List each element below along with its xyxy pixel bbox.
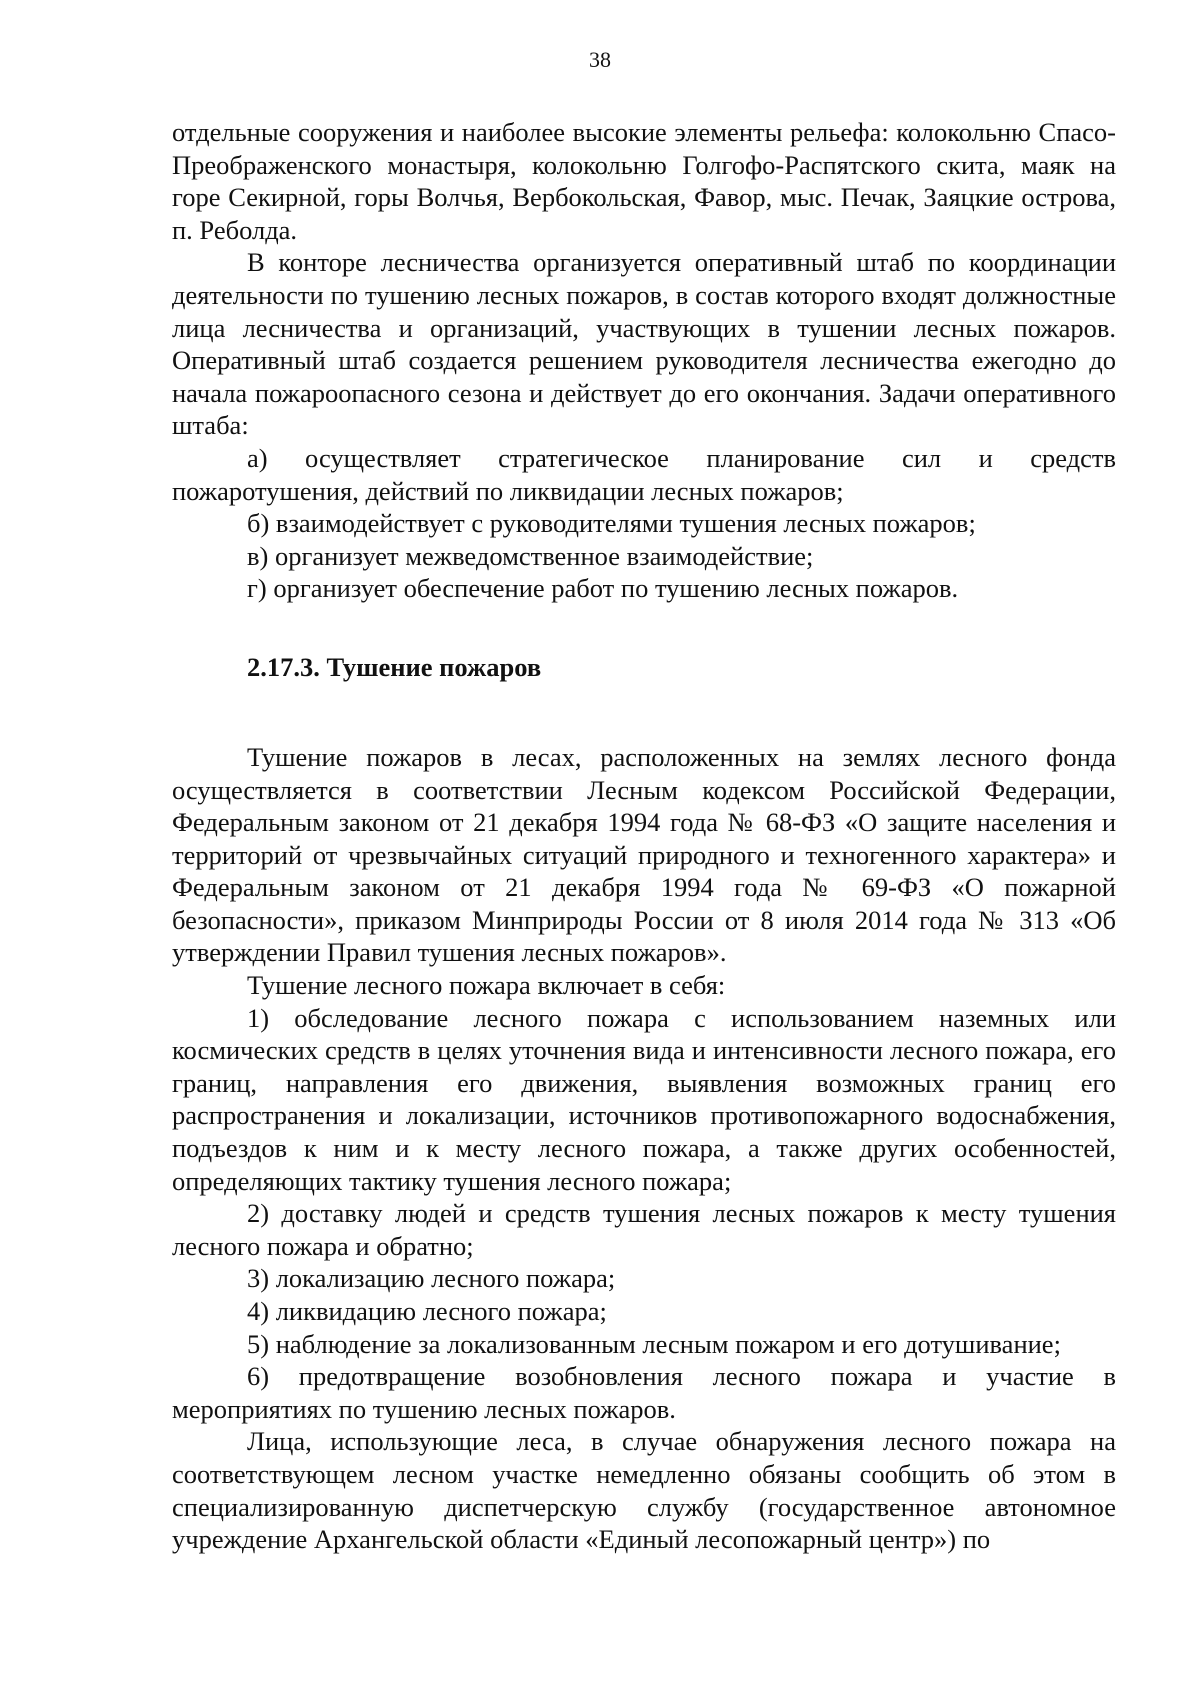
spacer [172, 605, 1116, 651]
paragraph-legal-basis: Тушение пожаров в лесах, расположенных на землях лесного фонда осуществляется в соответствии Лесным кодексом Российской Федерации, Федеральным законом от 21 декабря 1994 года № 68-ФЗ «О защите населения и территорий от чрезвычайных ситуаций природного и техногенного характера» и Федеральным законом от 21 декабря 1994 года № 69-ФЗ «О пожарной безопасности», приказом Минприроды России от 8 июля 2014 года № 313 «Об утверждении Правил тушения лесных пожаров». [172, 741, 1116, 968]
paragraph-continuation: отдельные сооружения и наиболее высокие элементы рельефа: колокольню Спасо-Преображенского монастыря, колокольню Голгофо-Распятского скита, маяк на горе Секирной, горы Волчья, Вербокольская, Фавор, мыс. Печак, Заяцкие острова, п. Реболда. [172, 117, 1116, 245]
page-content [172, 116, 1116, 1556]
list-item-4: 4) ликвидацию лесного пожара; [247, 1296, 607, 1326]
page-number: 38 [589, 47, 611, 72]
list-item-2: 2) доставку людей и средств тушения лесных пожаров к месту тушения лесного пожара и обратно; [172, 1198, 1116, 1261]
list-item-b: б) взаимодействует с руководителями тушения лесных пожаров; [247, 508, 976, 539]
list-item-1: 1) обследование лесного пожара с использованием наземных или космических средств в целях уточнения вида и интенсивности лесного пожара, его границ, направления его движения, выявления возможных границ его распространения и локализации, источников противопожарного водоснабжения, подъездов к ним и к месту лесного пожара, а также других особенностей, определяющих тактику тушения лесного пожара; [172, 1002, 1116, 1196]
list-item-6: 6) предотвращение возобновления лесного пожара и участие в мероприятиях по тушению лесных пожаров. [172, 1361, 1116, 1424]
list-item-a: а) осуществляет стратегическое планирование сил и средств пожаротушения, действий по ликвидации лесных пожаров; [172, 442, 1116, 506]
list-item-5: 5) наблюдение за локализованным лесным пожаром и его дотушивание; [247, 1328, 1061, 1359]
paragraph-operational-staff: В конторе лесничества организуется оперативный штаб по координации деятельности по тушению лесных пожаров, в состав которого входят должностные лица лесничества и организаций, участвующих в тушении лесных пожаров. Оперативный штаб создается решением руководителя лесничества ежегодно до начала пожароопасного сезона и действует до его окончания. Задачи оперативного штаба: [172, 247, 1116, 441]
paragraph-includes: Тушение лесного пожара включает в себя: [247, 970, 726, 1001]
list-item-3: 3) локализацию лесного пожара; [247, 1263, 616, 1294]
spacer [172, 683, 1116, 741]
list-item-v: в) организует межведомственное взаимодействие; [247, 540, 814, 571]
list-item-g: г) организует обеспечение работ по тушению лесных пожаров. [247, 573, 959, 604]
section-heading: 2.17.3. Тушение пожаров [247, 651, 542, 682]
paragraph-forest-users: Лица, использующие леса, в случае обнаружения лесного пожара на соответствующем лесном участке немедленно обязаны сообщить об этом в специализированную диспетчерскую службу (государственное автономное учреждение Архангельской области «Единый лесопожарный центр») по [172, 1426, 1116, 1555]
